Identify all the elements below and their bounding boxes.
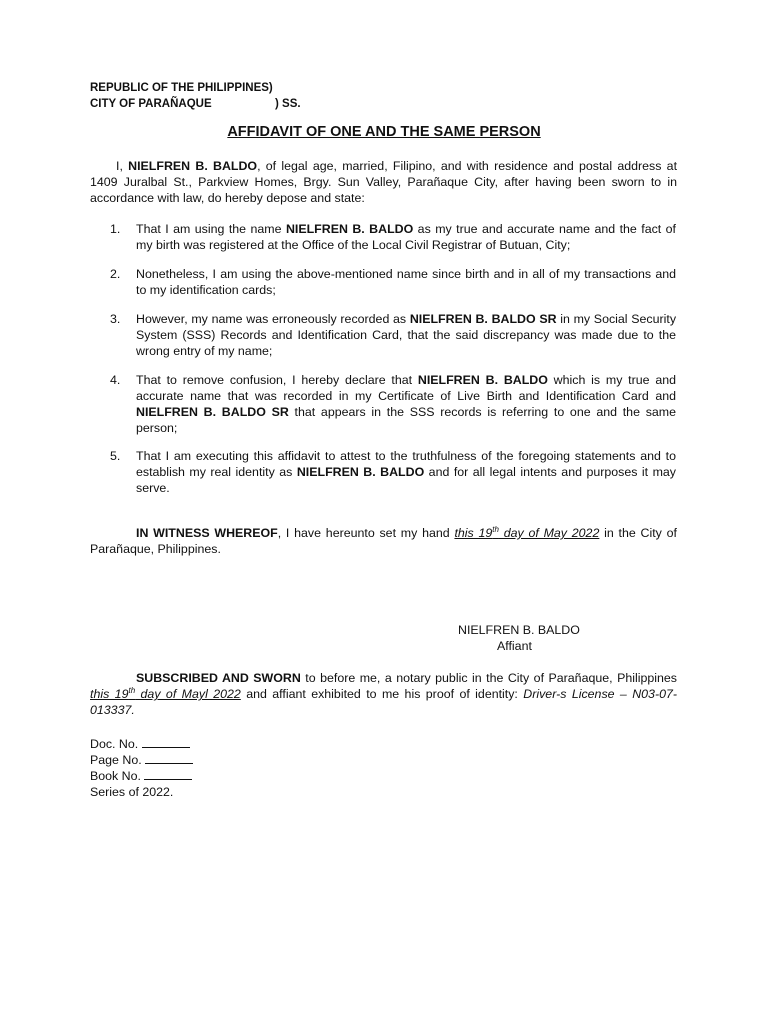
item-text: as my true and accurate name and the fact of my birth was registered at the Office of the Local Civil Registrar of Butuan, City; <box>136 222 676 252</box>
statement-item-1 <box>110 221 676 253</box>
witness-text-end: in the City of Parañaque, Philippines. <box>90 526 677 556</box>
item-bold-name: NIELFREN B. BALDO <box>296 465 425 479</box>
item-bold-name: NIELFREN B. BALDO <box>417 373 548 387</box>
jurat-date-rest: day of Mayl 2022 <box>135 687 241 701</box>
item-text: Nonetheless, I am using the above-mentioned name since birth and in all of my transactions and to my identification cards; <box>136 267 676 297</box>
statement-item-3 <box>110 311 676 359</box>
witness-paragraph <box>90 525 677 557</box>
statement-item-2 <box>110 266 676 298</box>
item-text: which is my true and accurate name that was recorded in my Certificate of Live Birth and Identification Card and <box>136 373 676 403</box>
page-no-blank <box>145 752 193 764</box>
witness-date <box>454 526 599 540</box>
intro-prefix: I, <box>116 159 129 173</box>
item-number: 1. <box>110 222 121 236</box>
item-text: However, my name was erroneously recorded as <box>136 312 410 326</box>
item-bold-name: NIELFREN B. BALDO <box>285 222 414 236</box>
witness-date-day: this 19 <box>454 526 493 540</box>
jurat-date-day: this 19 <box>90 687 129 701</box>
book-no-line <box>90 768 193 784</box>
signature-role: Affiant <box>497 639 532 653</box>
jurat-text-2: and affiant exhibited to me his proof of identity: <box>240 687 524 701</box>
intro-name: NIELFREN B. BALDO <box>128 159 258 173</box>
signature-name: NIELFREN B. BALDO <box>458 623 580 637</box>
doc-no-line <box>90 736 193 752</box>
document-title: AFFIDAVIT OF ONE AND THE SAME PERSON <box>227 124 541 140</box>
item-number: 3. <box>110 312 121 326</box>
item-text: That I am executing this affidavit to attest to the truthfulness of the foregoing statements and to establish my real identity as <box>136 449 676 479</box>
header-republic: REPUBLIC OF THE PHILIPPINES) <box>90 82 273 94</box>
witness-date-sup: th <box>492 524 499 534</box>
notary-register <box>90 736 193 800</box>
item-bold-name: NIELFREN B. BALDO SR <box>409 312 557 326</box>
item-text: in my Social Security System (SSS) Records and Identification Card, that the said discrepancy was made due to the wrong entry of my name; <box>136 312 677 358</box>
header-ss: ) SS. <box>275 98 301 110</box>
jurat-date <box>90 687 241 701</box>
book-no-blank <box>144 768 192 780</box>
item-bold-name: NIELFREN B. BALDO SR <box>136 405 289 419</box>
page-no-label: Page No. <box>90 753 142 767</box>
item-text: and for all legal intents and purposes it may serve. <box>136 465 677 495</box>
intro-rest: , of legal age, married, Filipino, and with residence and postal address at 1409 Juralbal St., Parkview Homes, Brgy. Sun Valley, Parañaque City, after having been sworn to in accordance with law, do hereby depose and state: <box>90 159 678 205</box>
witness-text: , I have hereunto set my hand <box>277 526 455 540</box>
jurat-paragraph <box>90 670 677 718</box>
statement-item-4 <box>110 372 676 436</box>
jurat-text: to before me, a notary public in the City of Parañaque, Philippines <box>300 671 677 685</box>
item-number: 4. <box>110 373 121 387</box>
item-text: That to remove confusion, I hereby declare that <box>136 373 418 387</box>
item-number: 5. <box>110 449 121 463</box>
jurat-date-sup: th <box>128 685 136 695</box>
item-text: that appears in the SSS records is referring to one and the same person; <box>136 405 676 435</box>
page-no-line <box>90 752 193 768</box>
item-number: 2. <box>110 267 121 281</box>
doc-no-blank <box>142 736 190 748</box>
witness-date-rest: day of May 2022 <box>498 526 600 540</box>
jurat-id: Driver-s License – N03-07-013337. <box>90 687 677 717</box>
witness-bold: IN WITNESS WHEREOF <box>136 526 278 540</box>
item-text: That I am using the name <box>136 222 286 236</box>
header-city: CITY OF PARAÑAQUE <box>90 98 212 110</box>
statement-item-5 <box>110 448 676 496</box>
doc-no-label: Doc. No. <box>90 737 139 751</box>
jurat-bold: SUBSCRIBED AND SWORN <box>136 671 301 685</box>
intro-paragraph <box>90 158 677 206</box>
book-no-label: Book No. <box>90 769 141 783</box>
series-line: Series of 2022. <box>90 785 174 799</box>
